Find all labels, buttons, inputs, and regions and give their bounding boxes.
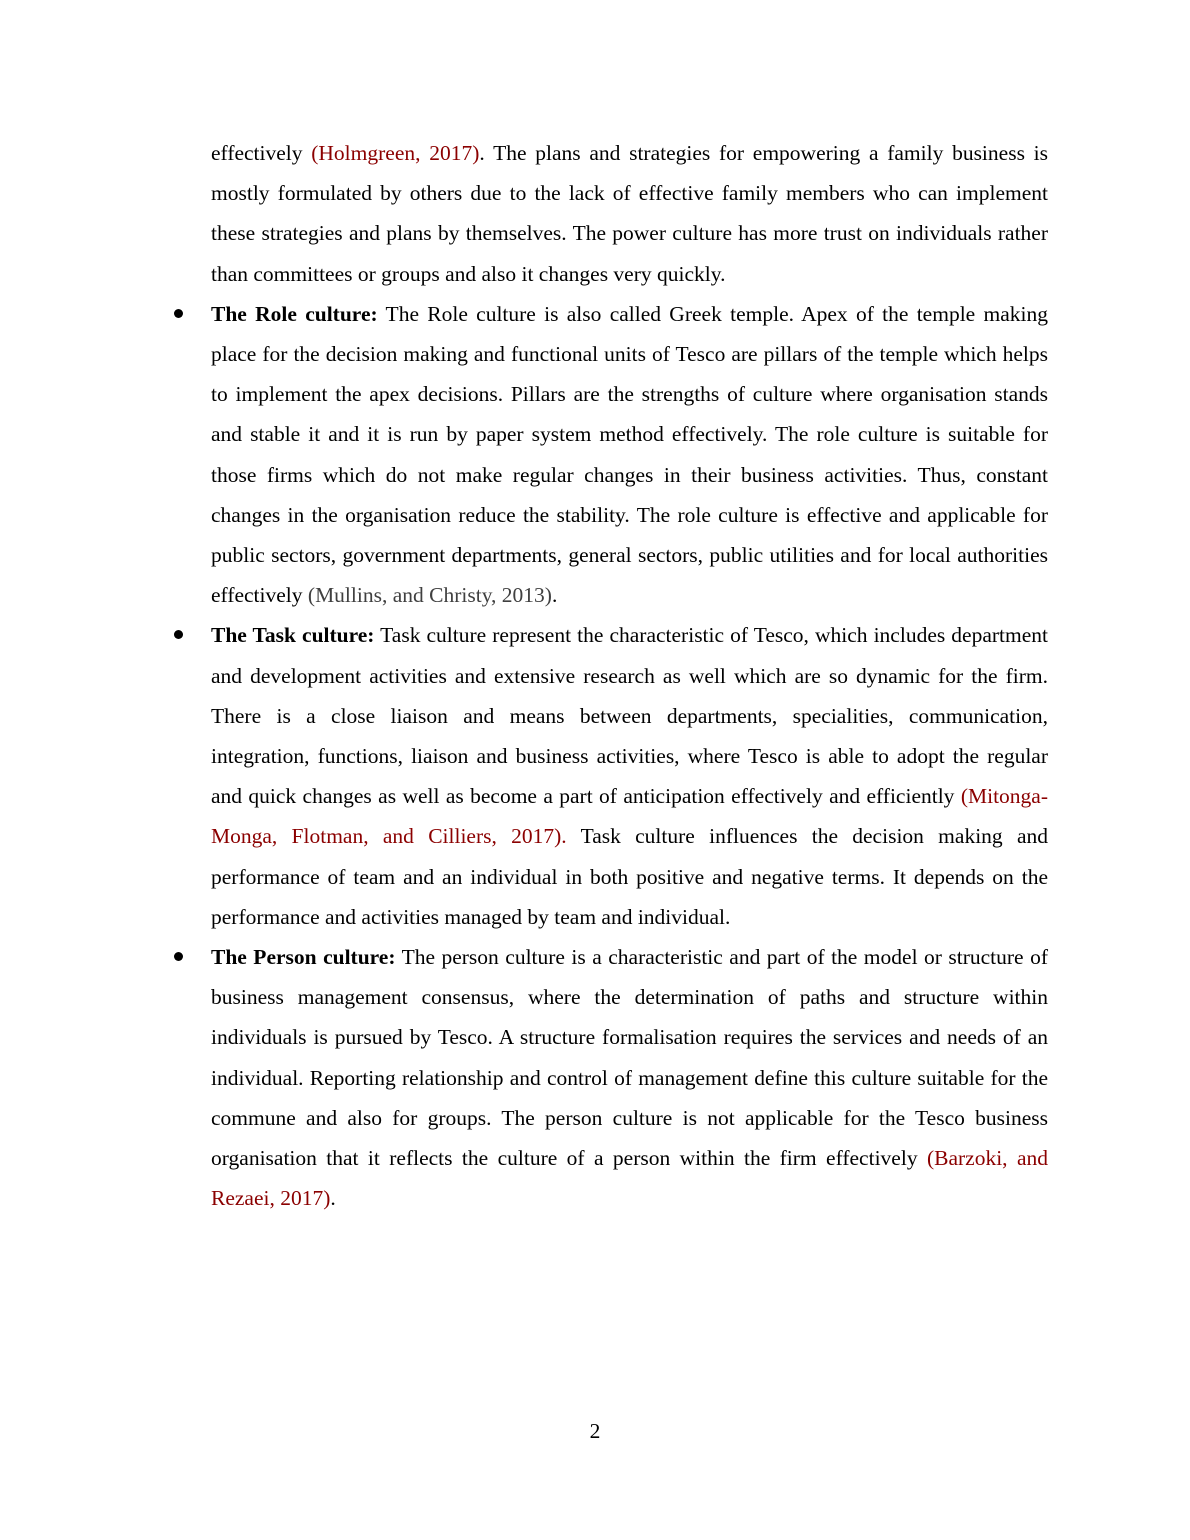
bullet-icon: [174, 952, 183, 961]
bullet-heading: The Role culture:: [211, 301, 378, 326]
intro-text-start: effectively: [211, 141, 312, 165]
bullet-heading: The Person culture:: [211, 945, 396, 970]
bullet-text-end: .: [551, 583, 558, 608]
body-text: [211, 133, 1048, 1218]
bullet-person-culture: [211, 937, 1048, 1218]
bullet-icon: [174, 630, 183, 639]
intro-text-end: . The plans and strategies for empowering a family business is mostly formulated by others due to the lack of effective family members who can implement these strategies and plans by themselves. The power culture has more trust on individuals rather than committees or groups and also it changes very quickly.: [211, 141, 1048, 286]
citation-mullins: (Mullins, and Christy, 2013): [307, 583, 552, 608]
bullet-text-end: Task culture influences the decision making and performance of team and an individual in both positive and negative terms. It depends on the performance and activities managed by team and individual.: [211, 824, 1048, 929]
intro-paragraph: [211, 133, 1048, 294]
bullet-text: Task culture represent the characteristic of Tesco, which includes department and development activities and extensive research as well which are so dynamic for the firm. There is a close liaison and means between departments, specialities, communication, integration, functions, liaison and business activities, where Tesco is able to adopt the regular and quick changes as well as become a part of anticipation effectively and efficiently: [211, 623, 1049, 809]
bullet-role-culture: [211, 294, 1048, 616]
citation-barzoki: (Barzoki, and Rezaei, 2017): [211, 1146, 1049, 1211]
bullet-text: The Role culture is also called Greek temple. Apex of the temple making place for the decision making and functional units of Tesco are pillars of the temple which helps to implement the apex decisions. Pillars are the strengths of culture where organisation stands and stable it and it is run by paper system method effectively. The role culture is suitable for those firms which do not make regular changes in their business activities. Thus, constant changes in the organisation reduce the stability. The role culture is effective and applicable for public sectors, government departments, general sectors, public utilities and for local authorities effectively: [211, 301, 1048, 608]
bullet-text: The person culture is a characteristic and part of the model or structure of business management consensus, where the determination of paths and structure within individuals is pursued by Tesco. A structure formalisation requires the services and needs of an individual. Reporting relationship and control of management define this culture suitable for the commune and also for groups. The person culture is not applicable for the Tesco business organisation that it reflects the culture of a person within the firm effectively: [211, 945, 1048, 1171]
bullet-icon: [174, 309, 183, 318]
bullet-heading: The Task culture:: [211, 623, 375, 648]
page-number: 2: [589, 1419, 601, 1443]
bullet-text-end: .: [330, 1186, 336, 1211]
bullet-task-culture: [211, 615, 1048, 937]
citation-holmgreen: (Holmgreen, 2017): [311, 141, 480, 165]
citation-mitonga-monga: (Mitonga-Monga, Flotman, and Cilliers, 2017).: [211, 784, 1048, 849]
